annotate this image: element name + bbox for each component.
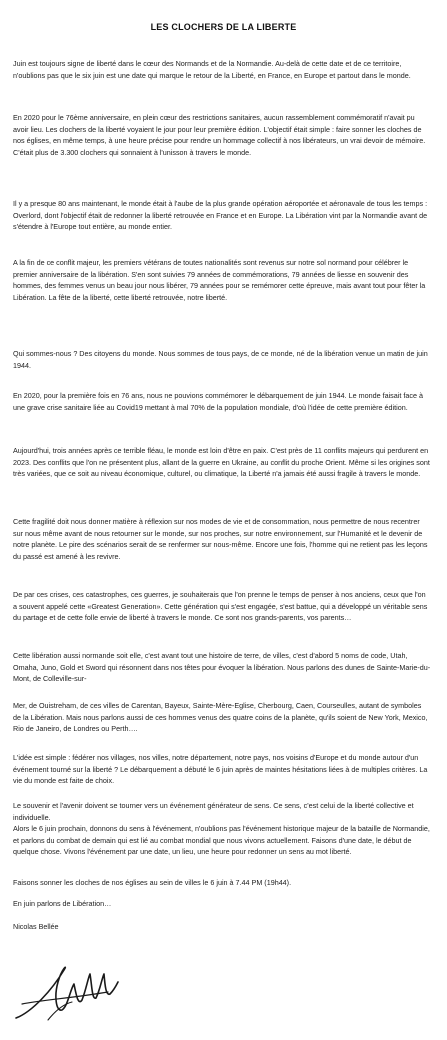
- paragraph-covid: En 2020, pour la première fois en 76 ans, nous ne pouvions commémorer le débarquement de juin 1944. Le monde faisait face à une grave crise sanitaire liée au Covid19 mettant à mal 70% de la population mondiale, d'où l'idée de cette première édition.: [13, 391, 423, 412]
- paragraph-who-are-we: Qui sommes-nous ? Des citoyens du monde. Nous sommes de tous pays, de ce monde, né de la libération venue un matin de juin 1944.: [13, 349, 428, 370]
- paragraph-memory-future: Le souvenir et l'avenir doivent se tourner vers un événement générateur de sens. Ce sens, c'est celui de la liberté collective et individuelle.: [13, 801, 414, 822]
- paragraph-closing: En juin parlons de Libération…: [13, 899, 112, 908]
- author-name: Nicolas Bellée: [13, 922, 59, 931]
- letter-title: LES CLOCHERS DE LA LIBERTE: [150, 22, 297, 32]
- paragraph-greatest-generation: De par ces crises, ces catastrophes, ces guerres, je souhaiterais que l'on prenne le temps de penser à nos anciens, ceux que l'on a souvent appelé cette «Greatest Generation». Cette génération qui s'est engagée, s'est battue, qui a développé un véritable sens du partage et de cette folle envie de liberté à travers le monde. Ce sont nos grands-parents, vos parents…: [13, 590, 428, 622]
- paragraph-fragility: Cette fragilité doit nous donner matière à réflexion sur nos modes de vie et de consommation, nous permettre de nous recentrer sur nous même avant de nous retourner sur le monde, sur nos proches, sur notre environnement, sur l'Humanité et le devenir de notre planète. Le pire des scénarios serait de se renfermer sur nous-même. Encore une fois, l'homme qui ne retient pas les leçons du passé est amené à les revivre.: [13, 517, 428, 561]
- paragraph-veterans: A la fin de ce conflit majeur, les premiers vétérans de toutes nationalités sont revenus sur notre sol normand pour célébrer le premier anniversaire de la libération. S'en sont suivies 79 années de commémorations, 79 années de liesse en souvenir des hommes, des femmes venus un beau jour nous libérer, 79 années pour se remémorer cette épreuve, mais avant tout pour fêter la Libération. La fête de la liberté, cette liberté retrouvée, notre liberté.: [13, 258, 426, 302]
- paragraph-towns: Mer, de Ouistreham, de ces villes de Carentan, Bayeux, Sainte-Mère-Eglise, Cherbourg, Caen, Courseulles, autant de symboles de la Libération. Mais nous parlons aussi de ces hommes venus des quatre coins de la planète, qu'ils soient de New York, Mexico, Rio de Janeiro, de Londres ou Perth….: [13, 701, 428, 733]
- paragraph-overlord: Il y a presque 80 ans maintenant, le monde était à l'aube de la plus grande opération aéroportée et aéronavale de tous les temps : Overlord, dont l'objectif était de redonner la liberté retrouvée en France et en Europe. La Libération vint par la Normandie avant de s'étendre à l'Europe tout entière, au monde entier.: [13, 199, 428, 231]
- paragraph-intro: Juin est toujours signe de liberté dans le cœur des Normands et de la Normandie. Au-delà de cette date et de ce territoire, n'oublions pas que le six juin est une date qui marque le retour de la Liberté, en France, en Europe et partout dans le monde.: [13, 59, 411, 80]
- paragraph-conflicts: Aujourd'hui, trois années après ce terrible fléau, le monde est loin d'être en paix. C'est près de 11 conflits majeurs qui perdurent en 2023. Des conflits que l'on ne présentent plus, allant de la guerre en Ukraine, au conflit du proche Orient. Même si les origines sont très variées, que ce soit au niveau économique, culturel, ou climatique, la Liberté n'a jamais été aussi fragile à travers le monde.: [13, 446, 430, 478]
- paragraph-2020-first-edition: En 2020 pour le 76ème anniversaire, en plein cœur des restrictions sanitaires, aucun rassemblement commémoratif n'avait pu avoir lieu. Les clochers de la liberté voyaient le jour pour leur première édition. L'objectif était simple : faire sonner les cloches de nos églises, en même temps, à une heure précise pour rendre un hommage collectif à nos libérateurs, un vrai devoir de mémoire. C'était plus de 3.300 clochers qui sonnaient à l'unisson à travers le monde.: [13, 113, 426, 157]
- handwritten-signature: [12, 960, 122, 1028]
- paragraph-june-6: Alors le 6 juin prochain, donnons du sens à l'événement, n'oublions pas l'événement historique majeur de la bataille de Normandie, et parlons du combat de demain qui est lié au combat mondial que nous vivons actuellement. Faisons d'une date, le début de quelque chose. Vivons l'événement par une date, un lieu, une heure pour redonner un sens au mot liberté.: [13, 824, 430, 856]
- paragraph-code-names: Cette libération aussi normande soit elle, c'est avant tout une histoire de terre, de villes, c'est d'abord 5 noms de code, Utah, Omaha, Juno, Gold et Sword qui résonnent dans nos têtes pour évoquer la libération. Nous parlons des dunes de Sainte-Marie-du-Mont, de Colleville-sur-: [13, 651, 431, 683]
- paragraph-ring-bells: Faisons sonner les cloches de nos églises au sein de villes le 6 juin à 7.44 PM (19h44).: [13, 878, 292, 887]
- paragraph-simple-idea: L'idée est simple : fédérer nos villages, nos villes, notre département, notre pays, nos voisins d'Europe et du monde autour d'un événement tourné sur la liberté ? Le débarquement a débuté le 6 juin après de maintes hésitations liées à de multiples critères. La vie du monde est faite de choix.: [13, 753, 428, 785]
